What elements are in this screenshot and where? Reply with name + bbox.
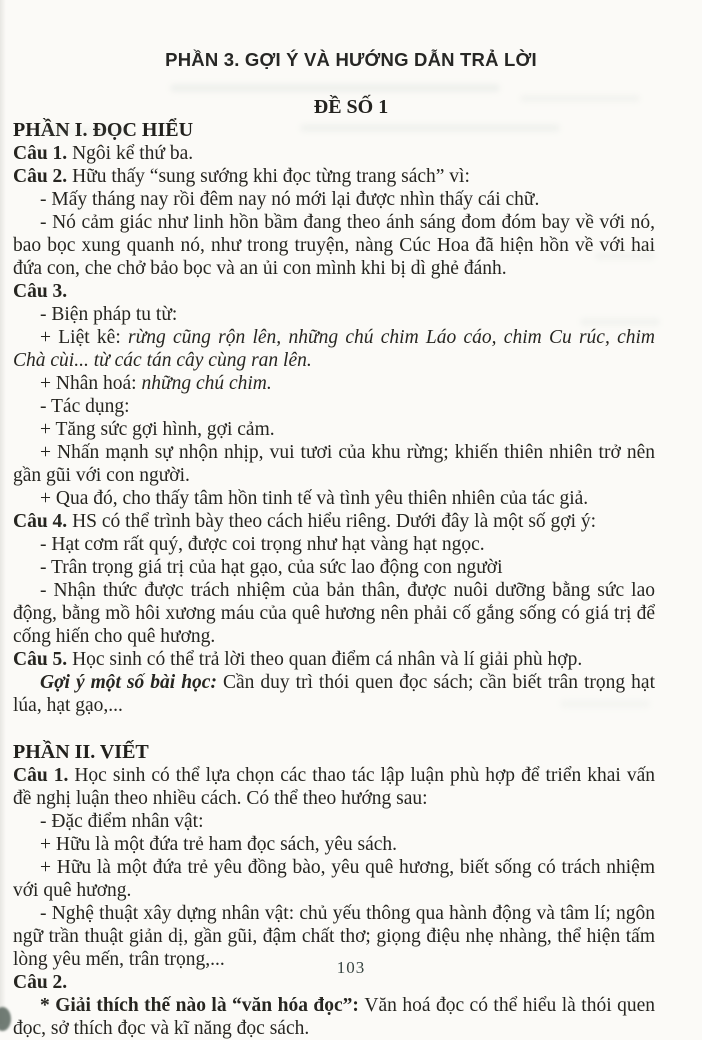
text-run: Văn hoá đọc có thể hiểu là thói quen đọc, sở thích đọc và kĩ năng đọc sách. (13, 995, 655, 1039)
paragraph (13, 441, 655, 487)
text-run: - Hạt cơm rất quý, được coi trọng như hạt vàng hạt ngọc. (40, 534, 485, 555)
paragraph (13, 303, 655, 326)
text-run: Câu 1. (13, 765, 69, 786)
text-run: - Nhận thức được trách nhiệm của bản thân, được nuôi dưỡng bằng sức lao động, bằng mồ hôi xương máu của quê hương nên phải cố gắng sống có giá trị để cống hiến cho quê hương. (13, 580, 655, 647)
paragraph (13, 418, 655, 441)
paragraph (13, 833, 655, 856)
document-body (13, 119, 655, 1040)
text-run: Gợi ý một số bài học: (40, 672, 217, 693)
text-run: - Đặc điểm nhân vật: (40, 811, 204, 832)
text-run: * Giải thích thế nào là “văn hóa đọc”: (40, 995, 365, 1016)
paragraph (13, 188, 655, 211)
page-number: 103 (336, 958, 366, 977)
text-run: + Nhấn mạnh sự nhộn nhịp, vui tươi của khu rừng; khiến thiên nhiên trở nên gần gũi với con người. (13, 442, 655, 486)
paragraph (13, 764, 655, 810)
text-run: + Tăng sức gợi hình, gợi cảm. (40, 419, 275, 440)
text-run: Câu 5. (13, 649, 68, 670)
text-run: Câu 4. (13, 511, 68, 532)
text-run: + Nhân hoá: (40, 373, 142, 394)
text-run: rừng cũng rộn lên, những chú chim Láo cáo, chim Cu rúc, chim Chà cùi... từ các tán cây cùng ran lên. (13, 327, 655, 371)
paragraph (13, 165, 655, 188)
text-run: Học sinh có thể trả lời theo quan điểm cá nhân và lí giải phù hợp. (67, 649, 583, 670)
exam-title: ĐỀ SỐ 1 (313, 96, 389, 118)
paragraph (13, 510, 655, 533)
text-run: PHẦN II. VIẾT (13, 741, 149, 763)
text-run: - Trân trọng giá trị của hạt gạo, của sức lao động con người (40, 557, 503, 578)
paragraph (13, 671, 655, 717)
paragraph (13, 810, 655, 833)
text-run: - Tác dụng: (40, 396, 130, 417)
paragraph (13, 533, 655, 556)
text-run: + Qua đó, cho thấy tâm hồn tinh tế và tình yêu thiên nhiên của tác giả. (40, 488, 589, 509)
text-run: + Hữu là một đứa trẻ yêu đồng bào, yêu quê hương, biết sống có trách nhiệm với quê hương. (13, 857, 655, 901)
paragraph (13, 142, 655, 165)
paragraph (13, 856, 655, 902)
paragraph (13, 487, 655, 510)
text-run: - Mấy tháng nay rồi đêm nay nó mới lại được nhìn thấy cái chữ. (40, 189, 540, 210)
text-run: Câu 2. (13, 166, 68, 187)
part-title: PHẦN 3. GỢI Ý VÀ HƯỚNG DẪN TRẢ LỜI (165, 49, 537, 70)
text-run: - Nghệ thuật xây dựng nhân vật: chủ yếu thông qua hành động và tâm lí; ngôn ngữ trần thuật giản dị, gần gũi, đậm chất thơ; giọng điệu nhẹ nhàng, thể hiện tấm lòng yêu mến, trân trọng,... (13, 903, 655, 970)
text-run: - Biện pháp tu từ: (40, 304, 178, 325)
section-heading (13, 741, 655, 764)
paragraph (13, 648, 655, 671)
paragraph (13, 395, 655, 418)
paragraph (13, 211, 655, 280)
text-run: - Nó cảm giác như linh hồn bầm đang theo ánh sáng đom đóm bay về với nó, bao bọc xung quanh nó, như trong truyện, nàng Cúc Hoa đã hiện hồn về với hai đứa con, che chở bảo bọc và an ủi con mình khi bị dì ghẻ đánh. (13, 212, 655, 279)
text-run: Hữu thấy “sung sướng khi đọc từng trang sách” vì: (67, 166, 470, 187)
paragraph (13, 579, 655, 648)
text-run: + Hữu là một đứa trẻ ham đọc sách, yêu sách. (40, 834, 398, 855)
section-heading (13, 119, 655, 142)
text-run: Ngôi kể thứ ba. (67, 143, 194, 164)
text-run: những chú chim. (141, 373, 272, 394)
paragraph (13, 326, 655, 372)
paragraph (13, 994, 655, 1040)
text-run: Câu 2. (13, 972, 68, 993)
text-run: Cần duy trì thói quen đọc sách; cần biết trân trọng hạt lúa, hạt gạo,... (13, 672, 655, 716)
paragraph (13, 372, 655, 395)
text-run: + Liệt kê: (40, 327, 128, 348)
text-run: Học sinh có thể lựa chọn các thao tác lập luận phù hợp để triển khai vấn đề nghị luận theo nhiều cách. Có thể theo hướng sau: (13, 765, 655, 809)
paragraph (13, 556, 655, 579)
text-run: PHẦN I. ĐỌC HIỂU (13, 119, 194, 141)
paragraph (13, 280, 655, 303)
text-run: Câu 1. (13, 143, 68, 164)
text-run: Câu 3. (13, 281, 68, 302)
text-run: HS có thể trình bày theo cách hiểu riêng. Dưới đây là một số gợi ý: (67, 511, 597, 532)
